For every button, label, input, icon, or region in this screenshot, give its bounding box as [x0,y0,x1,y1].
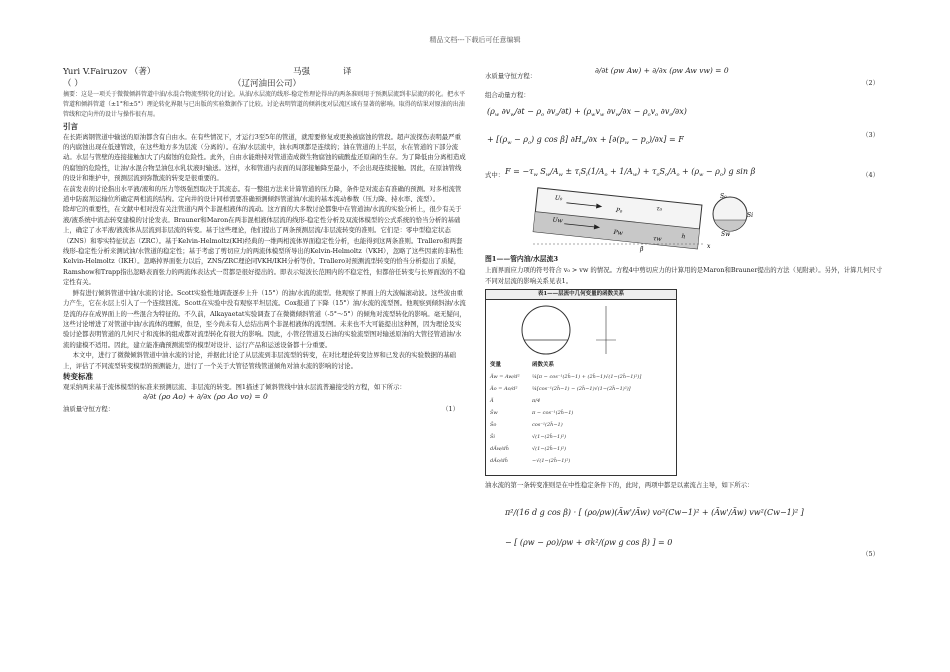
eq2-label: 水质量守恒方程： [485,72,537,80]
intro-paragraph: 本文中，进行了微微倾斜管道中油水流的讨论，并据此讨论了从层流到非层流型的转变，在对比理论转变边界和已发表的实验数据的基础上，评估了不同流型转变模型的预测能力，进行了一个关于大管径管线管道倾角对油水流的影响的讨论。 [63,351,457,370]
svg-text:Ãw = Aw/d²: Ãw = Aw/d² [490,374,520,381]
svg-text:S̃o: S̃o [490,422,497,429]
eq1-label: 油质量守恒方程： [63,405,115,414]
svg-text:Ão = Ao/d²: Ão = Ao/d² [490,386,518,393]
fig1-label-pw: Pw [613,229,624,238]
fig1-label-tauw: τw [652,235,662,244]
table-1-formulas [486,370,674,470]
svg-text:¼[π − cos⁻¹(2h̃−1) + (2h̃−1)√(: ¼[π − cos⁻¹(2h̃−1) + (2h̃−1)√(1−(2h̃−1)²)] [532,374,642,381]
equation-4 [485,158,887,184]
author-line [63,66,467,78]
intro-paragraph: 在长距离钢管道中输送的原油都含有自由水。在有些情况下，才运行3至5年的管道，就需要修复或更换被腐蚀的管段。超声波探伤表明最严重的内腐蚀出现在低速管段，在这些地方多为层流（分离的）。在油/水层流中，油水两项都是连续的；油在管道的上半层，水在管道的下部分流动。水层与管壁的连接接触加大了内腐蚀的危险性。此外，自由水能维持对管道造成微生物腐蚀的硫酸盐还原菌的生存。为了降低由分离相造成的腐蚀的危险性，让油/水混合物呈油包水乳状液时输送。这样，水和管道内表面的局部接触降至最小，不会出现连续接触。因此，在原油管线的设计和维护中，预测层流到弥散流的转变是很重要的。 [63,132,466,183]
eq2-number: （2） [862,79,879,87]
eq5-number: （5） [862,549,879,558]
eq1-formula: ∂/∂t (ρo Ao) + ∂/∂x (ρo Ao vo) = 0 [143,392,268,402]
momentum-label: 组合动量方程： [485,91,530,99]
eq4-number: （4） [862,171,879,180]
svg-text:S̃w: S̃w [490,410,498,417]
right-column [485,66,887,561]
intro-paragraph: 在前发表的讨论指出水平液/液和的压力等级强烈取决于其流态。有一整组方法来计算管道的压力降，条件是对流态有准确的预测。对多相流管道中防腐剂运输位所确定两相流的结构。定向井的设计同样需要准确预测倾斜管道油/水流的基本流动参数（压力降、持水率、流型）。 [63,184,462,204]
figure-1 [525,184,755,254]
intro-title: 引言 [63,121,78,131]
translator: 马强 [293,67,311,77]
eq5-formula [505,491,835,557]
fig1-label-uw: Uw [552,216,564,225]
where-label: 式中： [485,171,505,180]
svg-text:(ρw ∂vw/∂t − ρo ∂vo/∂t) + (ρwv: ($\rho_w$ $\partial v_w/\partial t - \rho_o$ $\partial v_o/\partial t) + (\rho_wv_w$ $\partial v_w/\partial x - \rho_ov_o$ $\partial v_o/\partial x$) [487,107,687,119]
svg-text:π²/(16 d g cos β) · [ (ρo/ρw)(: π²/(16 d g cos β) · [ (ρo/ρw)(Ãw'/Ãw) vo²(Cw−1)² + (Ãw'/Ãw) vw²(Cw−1)² ] [505,507,804,517]
svg-text:√(1−(2h̃−1)²): √(1−(2h̃−1)²) [532,434,567,441]
eq4-formula [505,158,755,184]
equation-3 [485,100,887,158]
svg-text:F = −τw Sw/Aw ± τiSi(1/Ao + 1/: $F = -\tau_w$ $S_w/A_w \pm \tau_iS_i(1/A_o + 1/A_w) + \tau_oS_o/A_o + (\rho_w - \rho_o)$ g sin β [505,167,755,179]
intro-paragraph: 除却它的重要性，在文献中相对没有关注管道内两个非混相液体的流动。这方面的大多数讨论都集中在管道油/水流的实验分析上，很少有关于液/液系统中流态转变建模的讨论发表。Brauner和Maron在两非混相液体层流的线形-稳定性分析及双流体模型的公式系统的恰当分析的基础上，确定了水平液/液流体从层流到非层流的转变。基于这些理论，他们提出了两条预测层流/非层流转变的准则。它们是：零中型稳定状态（ZNS）和零实特征状态（ZRC）。基于Kelvin-Helmoltz(KH)经典的一维两相流体界面稳定性分析，也能得到这两条准则。Trallero和两套线形-稳定性分析来测试油/水管道的稳定性；基于考虑了剪切应力的两流体模型所导出的Kelvin-Helmoltz（VKH），忽略了这些因素的非粘性Kelvin-Helmoltz（IKH）。忽略掉界面张力以后，ZNS/ZRC理论同VKH/IKH分析等价。Trallero对预测流型转变的恰当分析提出了质疑，Ramshow和Trapp指出忽略表面张力的两流体表达式一贯都是很好提出的。即表示短波长范围内的不稳定性，但都倍任转变与长界面波的不稳定性有关。 [63,205,466,287]
table-1-cross-section [486,300,674,358]
affiliation-paren: （ ） [63,79,83,89]
pipe-diagram [525,184,755,254]
fig1-label-s0: S₀ [720,193,727,201]
equation-2 [485,66,887,90]
svg-text:¼[cos⁻¹(2h̃−1) − (2h̃−1)√(1−(2: ¼[cos⁻¹(2h̃−1) − (2h̃−1)√(1−(2h̃−1)²)] [532,386,631,393]
abstract: 摘要：这是一项关于微微倾斜管道中油/水混合物流型转化的讨论。从油/水层流的线形-稳定性理论得出的两条准则用于预测层流到非层流的转化。把水平管道和倾斜管道（±1°和±5°）理论转化界限与已出版的实验数据作了比较。讨论表明管道的倾斜度对层流区域有显著的影响。取得的结果对原油的出油管线和定向井的设计与操作很有用。 [63,91,466,119]
svg-text:S̃i: S̃i [490,434,496,441]
fig1-label-tau0: τ₀ [655,205,663,214]
eq3-formula [485,100,745,156]
svg-text:π/4: π/4 [532,398,541,405]
intro-paragraph: 鲜有进行倾斜管道中油/水流的讨论。Scott实验性地调查逐步上升（15°）的油/水流的流型。他观察了界面上的大波幅滚动波。这些波由重力产生，它在水层上引入了一个连续回流。Scott在实验中没有观察平坦层流。Cox报道了下降（15°）油/水流的流型图。他观察到倾斜油/水流是流的存在成界面上的一些混合为特征的。不久前，Alkayaetat实验调查了在微微倾斜管道（-5°～5°）的倾角对流型转化的影响。毫无疑问，这些讨论增进了对管道中油/水流体的理解，但是，至今尚未有人总结出两个非混相液体的流型图。未来也不大可能提出这种图，因为理论及实验讨论都表明管道的几何尺寸和流体的组成都对流型转化有很大的影响。因此，小管径管道及石油的实验流型图对输送原油的大管径管道油/水流的建模不适用。因此，建立能准确预测流型的模型对设计、运行产品和运送设备都十分重要。 [63,288,466,349]
svg-text:− [ (ρw − ρo)/ρw + σk²/(ρw g c: − [ (ρw − ρo)/ρw + σk²/(ρw g cos β) ] = 0 [505,537,673,547]
table-1-header-func: 函数关系 [532,362,555,369]
table-1-header-var: 变量 [490,362,502,369]
equation-1 [63,392,467,416]
fig1-label-sw: Sw [721,231,731,239]
svg-text:−√(1−(2h̃−1)²): −√(1−(2h̃−1)²) [532,458,571,465]
svg-text:dÃo/dh̃: dÃo/dh̃ [490,458,508,465]
eq2-formula: ∂/∂t (ρw Aw) + ∂/∂x (ρw Aw vw) = 0 [595,66,729,75]
affiliation-line [63,78,467,90]
fig1-label-beta: β [640,246,644,254]
criteria-text: 观采纳两来基于流体模型的标准来预测层流、非层流的转变。图1描述了倾斜管线中油水层流普遍接受的方程，如下所示： [63,382,406,391]
water-flow-text: 油水流的第一条转变准则是在中性稳定条件下的，此时，两项中都是以素流占主导，如下所示： [485,481,754,490]
page-header-note: 精品文档---下载后可任意编辑 [429,36,521,44]
svg-text:cos⁻¹(2h̃−1): cos⁻¹(2h̃−1) [532,422,563,429]
fig1-label-si: Si [747,212,754,220]
svg-text:+ [(ρw − ρo) g cos β] ∂Hw/∂x +: + [$(\rho_w - \rho_o)$ g cos β] $\partial H_w/\partial x + [\partial(p_w - p_o)/\partial x] = F$ [487,135,684,147]
eq1-number: （1） [442,405,459,414]
affiliation: （辽河油田公司） [233,79,302,89]
fig1-label-h: h [681,233,686,241]
svg-text:dÃw/dh̃: dÃw/dh̃ [490,446,509,453]
figure-1-caption: 图1——管内油/水层流3 [485,255,559,264]
fig1-label-p0: P₀ [615,207,623,216]
svg-text:π − cos⁻¹(2h̃−1): π − cos⁻¹(2h̃−1) [532,410,574,417]
eq3-number: （3） [862,131,879,140]
author: Yuri V.Fairuzov （著） [63,67,156,77]
svg-text:√(1−(2h̃−1)²): √(1−(2h̃−1)²) [532,446,567,453]
table-1 [485,289,677,476]
left-column [63,66,467,416]
translator-role: 译 [343,67,352,77]
equation-5 [485,491,887,561]
criteria-title: 转变标准 [63,371,93,381]
after-figure-text: 上面界面应力项的符号符合 v₀ > vw 的情况。方程4中剪切应力的计算用的是Maron和Brauner提出的方法（见附录）。另外，计算几何尺寸不同对层流的影响关系见表1。 [485,266,883,285]
table-1-title: 表1——层流中几何变量的函数关系 [486,290,676,300]
fig1-label-u0: U₀ [554,195,563,203]
svg-text:Ã: Ã [490,398,494,405]
fig1-label-x: x [707,243,711,251]
